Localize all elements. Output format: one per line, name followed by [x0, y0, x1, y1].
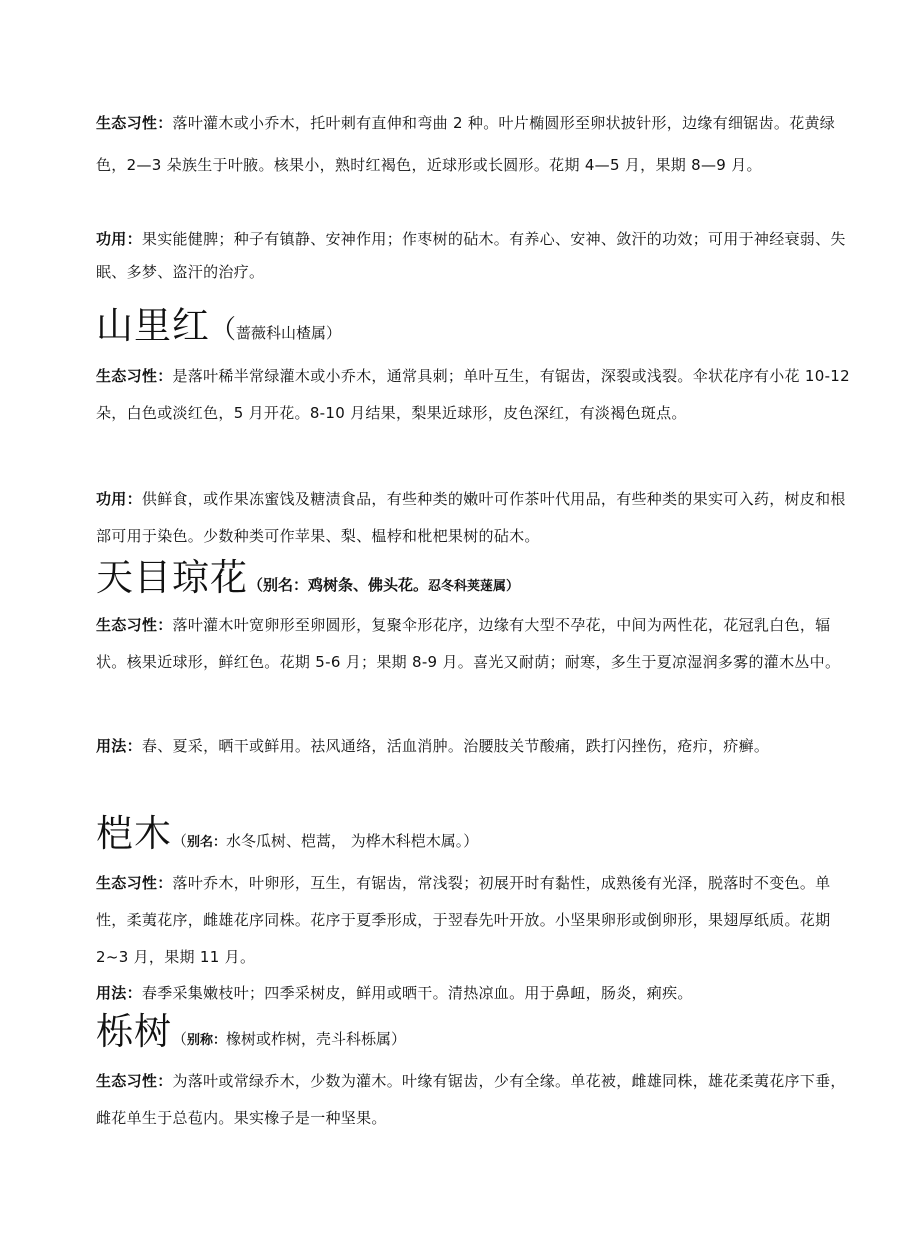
plant-heading-shanlihong	[96, 304, 860, 348]
use-paragraph	[96, 481, 860, 555]
use-label: 用法：	[96, 984, 142, 1002]
habit-label: 生态习性：	[96, 874, 173, 892]
use-paragraph	[96, 975, 860, 1012]
use-paragraph	[96, 223, 860, 289]
habit-paragraph	[96, 358, 860, 432]
alias-text: 水冬瓜树、桤蒿， 为桦木科桤木属。）	[226, 832, 479, 850]
paren-open: （	[172, 832, 188, 850]
alias-label: 别名：	[187, 835, 227, 850]
use-text: 春季采集嫩枝叶；四季采树皮，鲜用或晒干。清热凉血。用于鼻衄，肠炎，痢疾。	[141, 984, 693, 1002]
habit-label: 生态习性：	[96, 367, 173, 385]
use-text: 供鲜食，或作果冻蜜饯及糖渍食品，有些种类的嫩叶可作茶叶代用品，有些种类的果实可入药，树皮和根部可用于染色。少数种类可作苹果、梨、榅桲和枇杷果树的砧木。	[96, 490, 846, 545]
alias-text: （别名：鸡树条、佛头花。	[248, 576, 429, 594]
habit-text: 落叶灌木或小乔木，托叶刺有直伸和弯曲 2 种。叶片椭圆形至卵状披针形，边缘有细锯齿。花黄绿色，2—3 朵族生于叶腋。核果小，熟时红褐色，近球形或长圆形。花期 4—5 月，果期 8—9 月。	[96, 114, 836, 174]
use-label: 功用：	[96, 230, 142, 248]
paren-open: （	[172, 1030, 188, 1048]
family-text: 忍冬科荚蒾属）	[428, 579, 520, 594]
use-text: 果实能健脾；种子有镇静、安神作用；作枣树的砧木。有养心、安神、敛汗的功效；可用于神经衰弱、失眠、多梦、盗汗的治疗。	[96, 230, 846, 281]
use-label: 功用：	[96, 490, 142, 508]
habit-paragraph	[96, 102, 860, 186]
alias-label: 别称：	[187, 1033, 227, 1048]
habit-paragraph	[96, 607, 860, 681]
plant-heading-lishu	[96, 1010, 860, 1054]
habit-label: 生态习性：	[96, 616, 173, 634]
use-paragraph	[96, 728, 860, 765]
habit-text: 是落叶稀半常绿灌木或小乔木，通常具刺；单叶互生，有锯齿，深裂或浅裂。伞状花序有小花 10-12 朵，白色或淡红色，5 月开花。8-10 月结果，梨果近球形，皮色深红，有淡褐色斑点。	[96, 367, 850, 422]
family-text: 蔷薇科山楂属）	[236, 324, 342, 342]
use-text: 春、夏采，晒干或鲜用。祛风通络，活血消肿。治腰肢关节酸痛，跌打闪挫伤，疮疖，疥癣。	[141, 737, 770, 755]
plant-name: 天目琼花	[96, 556, 248, 599]
paren-open: （	[210, 315, 237, 345]
habit-text: 落叶乔木，叶卵形，互生，有锯齿，常浅裂；初展开时有黏性，成熟後有光泽，脱落时不变色。单性，柔荑花序，雌雄花序同株。花序于夏季形成，于翌春先叶开放。小坚果卵形或倒卵形，果翅厚纸质。花期 2~3 月，果期 11 月。	[96, 874, 831, 966]
plant-name: 桤木	[96, 812, 172, 855]
plant-heading-qimu	[96, 812, 860, 856]
plant-name: 栎树	[96, 1010, 172, 1053]
habit-label: 生态习性：	[96, 1072, 173, 1090]
habit-paragraph	[96, 1063, 860, 1137]
use-label: 用法：	[96, 737, 142, 755]
habit-label: 生态习性：	[96, 114, 173, 132]
habit-paragraph	[96, 865, 860, 976]
plant-heading-tianmu	[96, 556, 860, 600]
habit-text: 落叶灌木叶宽卵形至卵圆形，复聚伞形花序，边缘有大型不孕花，中间为两性花，花冠乳白色，辐状。核果近球形，鲜红色。花期 5-6 月；果期 8-9 月。喜光又耐荫；耐寒，多生于夏凉湿润多雾的灌木丛中。	[96, 616, 841, 671]
habit-text: 为落叶或常绿乔木，少数为灌木。叶缘有锯齿，少有全缘。单花被，雌雄同株，雄花柔荑花序下垂，雌花单生于总苞内。果实橡子是一种坚果。	[96, 1072, 846, 1127]
alias-text: 橡树或柞树，壳斗科栎属）	[226, 1030, 407, 1048]
plant-name: 山里红	[96, 304, 210, 347]
